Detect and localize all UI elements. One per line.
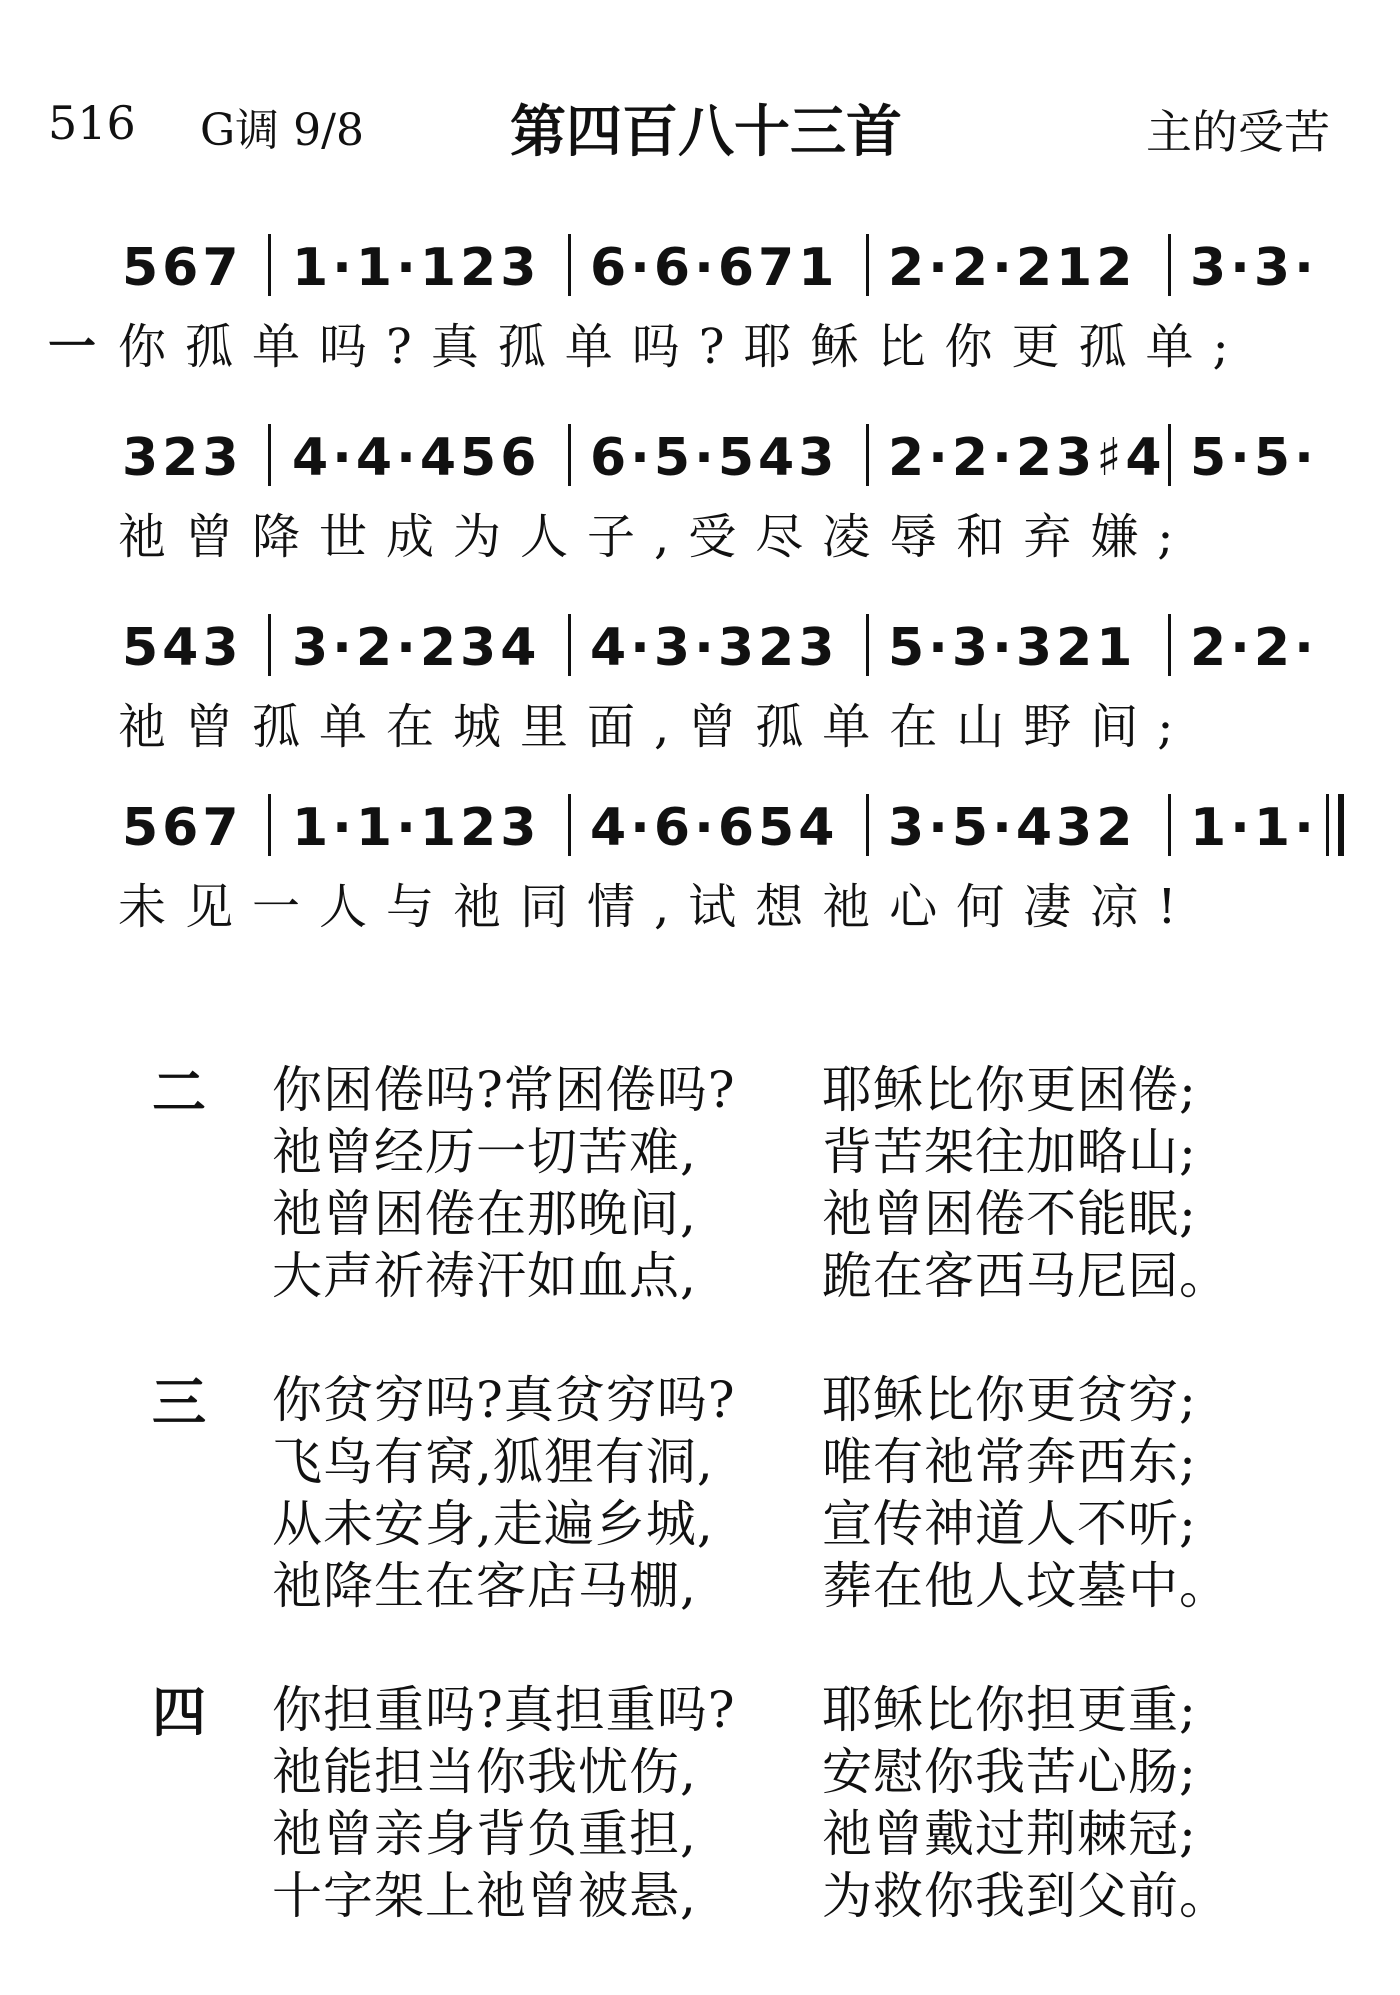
measure: 2·2· bbox=[1190, 618, 1318, 678]
verse-line: 耶稣比你担更重; bbox=[822, 1681, 1197, 1739]
score-line bbox=[0, 590, 1400, 770]
measure: 5·5· bbox=[1190, 428, 1318, 488]
notation-row bbox=[0, 210, 1400, 305]
verse-line: 唯有祂常奔西东; bbox=[822, 1433, 1197, 1491]
verse-line: 祂降生在客店马棚, bbox=[272, 1557, 697, 1615]
lyric-line: 你孤单吗?真孤单吗?耶稣比你更孤单; bbox=[118, 319, 1248, 375]
barline bbox=[866, 234, 869, 296]
measure: 6·6·671 bbox=[590, 238, 839, 298]
barline bbox=[1168, 794, 1171, 856]
measure: 5·3·321 bbox=[888, 618, 1137, 678]
lyric-row bbox=[0, 688, 1400, 758]
measure: 567 bbox=[122, 238, 243, 298]
measure: 2·2·23♯4 bbox=[888, 428, 1166, 488]
lyric-row bbox=[0, 868, 1400, 938]
measure: 4·6·654 bbox=[590, 798, 839, 858]
verse-line: 大声祈祷汗如血点, bbox=[272, 1247, 697, 1305]
measure: 6·5·543 bbox=[590, 428, 839, 488]
verse-line: 耶稣比你更困倦; bbox=[822, 1061, 1197, 1119]
verse-line: 祂曾困倦在那晚间, bbox=[272, 1185, 697, 1243]
barline bbox=[268, 794, 271, 856]
score-line bbox=[0, 400, 1400, 580]
verse-number: 三 bbox=[152, 1371, 206, 1434]
lyric-line: 未见一人与祂同情,试想祂心何凄凉! bbox=[118, 879, 1196, 935]
notation-row bbox=[0, 770, 1400, 865]
verse-line: 安慰你我苦心肠; bbox=[822, 1743, 1197, 1801]
barline bbox=[268, 614, 271, 676]
lyric-row bbox=[0, 308, 1400, 378]
verse-line: 为救你我到父前。 bbox=[822, 1867, 1230, 1925]
measure: 4·4·456 bbox=[292, 428, 541, 488]
lyric-row bbox=[0, 498, 1400, 568]
barline bbox=[568, 234, 571, 296]
barline bbox=[866, 794, 869, 856]
verse-line: 耶稣比你更贫穷; bbox=[822, 1371, 1197, 1429]
key-and-time-signature: G调 9/8 bbox=[200, 105, 364, 156]
barline bbox=[268, 234, 271, 296]
barline bbox=[1168, 234, 1171, 296]
barline bbox=[866, 614, 869, 676]
barline bbox=[568, 614, 571, 676]
hymn-title: 第四百八十三首 bbox=[510, 100, 902, 165]
lyric-line: 祂曾降世成为人子,受尽凌辱和弃嫌; bbox=[118, 509, 1193, 565]
verse-line: 背苦架往加略山; bbox=[822, 1123, 1197, 1181]
measure: 3·5·432 bbox=[888, 798, 1137, 858]
measure: 1·1·123 bbox=[292, 798, 541, 858]
barline bbox=[568, 794, 571, 856]
measure: 3·3· bbox=[1190, 238, 1318, 298]
measure: 1·1· bbox=[1190, 798, 1318, 858]
verse-line: 飞鸟有窝,狐狸有洞, bbox=[272, 1433, 714, 1491]
barline bbox=[1168, 614, 1171, 676]
measure: 3·2·234 bbox=[292, 618, 541, 678]
verse-line: 祂曾经历一切苦难, bbox=[272, 1123, 697, 1181]
verse-line: 从未安身,走遍乡城, bbox=[272, 1495, 714, 1553]
verse-line: 你担重吗?真担重吗? bbox=[272, 1681, 736, 1739]
verse-line: 葬在他人坟墓中。 bbox=[822, 1557, 1230, 1615]
verse-number: 一 bbox=[48, 319, 97, 375]
verse-number: 二 bbox=[152, 1061, 206, 1124]
hymn-category: 主的受苦 bbox=[1146, 105, 1330, 159]
notation-row bbox=[0, 590, 1400, 685]
verse-line: 宣传神道人不听; bbox=[822, 1495, 1197, 1553]
verse-line: 祂曾困倦不能眠; bbox=[822, 1185, 1197, 1243]
measure: 4·3·323 bbox=[590, 618, 839, 678]
verse-line: 你困倦吗?常困倦吗? bbox=[272, 1061, 736, 1119]
hymn-header bbox=[0, 88, 1400, 165]
verse-line: 祂能担当你我忧伤, bbox=[272, 1743, 697, 1801]
barline bbox=[1168, 424, 1171, 486]
lyric-line: 祂曾孤单在城里面,曾孤单在山野间; bbox=[118, 699, 1193, 755]
verse-line: 跪在客西马尼园。 bbox=[822, 1247, 1230, 1305]
measure: 567 bbox=[122, 798, 243, 858]
measure: 543 bbox=[122, 618, 243, 678]
verse-line: 祂曾亲身背负重担, bbox=[272, 1805, 697, 1863]
barline bbox=[268, 424, 271, 486]
notation-row bbox=[0, 400, 1400, 495]
verse-number: 四 bbox=[152, 1681, 206, 1744]
measure: 2·2·212 bbox=[888, 238, 1137, 298]
measure: 1·1·123 bbox=[292, 238, 541, 298]
barline bbox=[866, 424, 869, 486]
score-line bbox=[0, 770, 1400, 950]
score-line bbox=[0, 210, 1400, 390]
measure: 323 bbox=[122, 428, 243, 488]
final-barline bbox=[1338, 794, 1344, 856]
verse-line: 十字架上祂曾被悬, bbox=[272, 1867, 697, 1925]
verse-line: 你贫穷吗?真贫穷吗? bbox=[272, 1371, 736, 1429]
hymn-number: 516 bbox=[48, 96, 136, 150]
verse-line: 祂曾戴过荆棘冠; bbox=[822, 1805, 1197, 1863]
barline bbox=[568, 424, 571, 486]
